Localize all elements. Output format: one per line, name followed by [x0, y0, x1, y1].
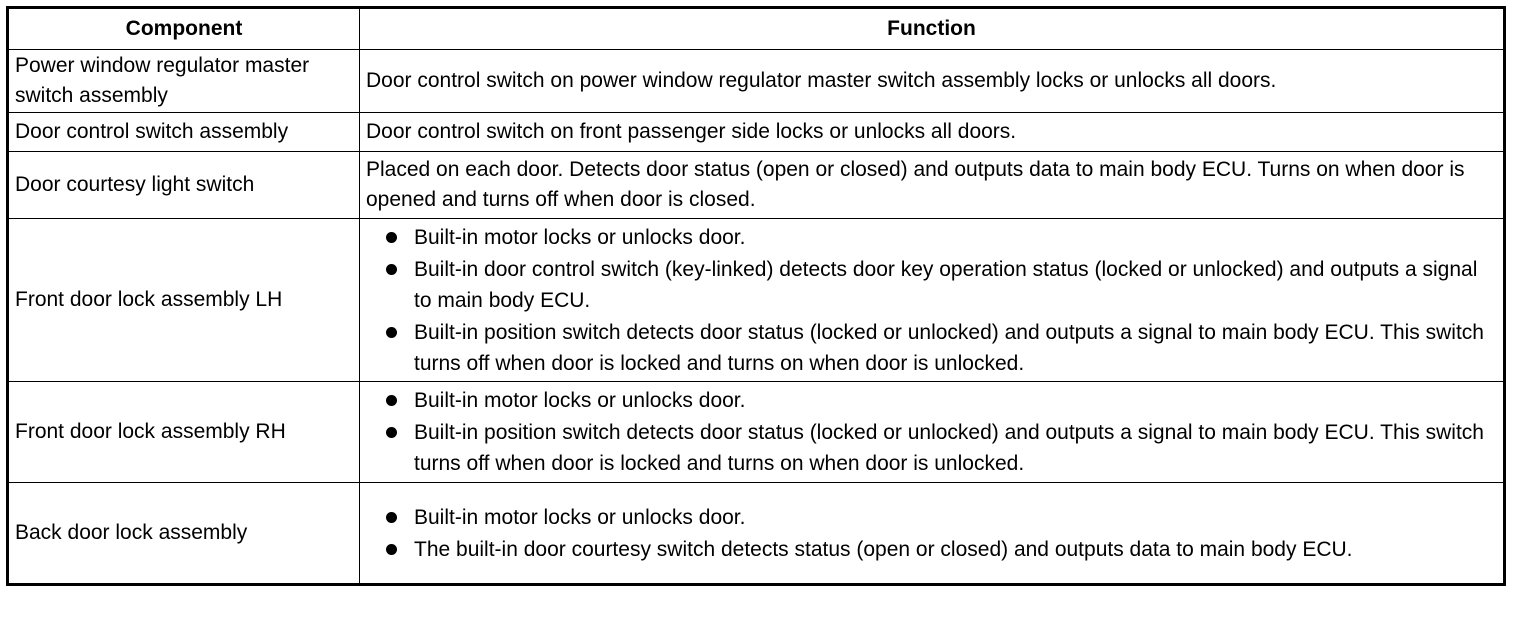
bullet-item: [366, 502, 1497, 533]
table-header-row: [8, 8, 1505, 50]
component-cell: Front door lock assembly LH: [8, 219, 360, 382]
table-row: [8, 382, 1505, 483]
bullet-icon: [386, 232, 397, 243]
bullet-text: Built-in motor locks or unlocks door.: [414, 389, 746, 412]
bullet-icon: [386, 264, 397, 275]
bullet-text: The built-in door courtesy switch detects status (open or closed) and outputs data to main body ECU.: [414, 537, 1353, 561]
bullet-text: Built-in motor locks or unlocks door.: [414, 225, 746, 249]
function-bullet-list: [366, 385, 1497, 479]
component-cell: Door courtesy light switch: [8, 152, 360, 219]
component-cell: Back door lock assembly: [8, 483, 360, 585]
function-cell: [360, 382, 1505, 483]
component-cell: Front door lock assembly RH: [8, 382, 360, 483]
bullet-item: [366, 385, 1497, 416]
bullet-text: Built-in door control switch (key-linked) detects door key operation status (locked or unlocked) and outputs a signal to main body ECU.: [414, 257, 1478, 312]
bullet-item: [366, 254, 1497, 316]
function-cell: Placed on each door. Detects door status (open or closed) and outputs data to main body ECU. Turns on when door is opened and turns off when door is closed.: [360, 152, 1505, 219]
table-row: [8, 113, 1505, 152]
function-column-header: Function: [360, 8, 1505, 50]
bullet-icon: [386, 395, 397, 406]
table-row: [8, 152, 1505, 219]
bullet-item: [366, 317, 1497, 379]
component-cell: Power window regulator master switch assembly: [8, 50, 360, 113]
function-bullet-list: [366, 502, 1497, 565]
function-cell: Door control switch on power window regulator master switch assembly locks or unlocks all doors.: [360, 50, 1505, 113]
component-cell: Door control switch assembly: [8, 113, 360, 152]
component-column-header: Component: [8, 8, 360, 50]
bullet-icon: [386, 544, 397, 555]
bullet-icon: [386, 512, 397, 523]
bullet-icon: [386, 427, 397, 438]
bullet-text: Built-in position switch detects door status (locked or unlocked) and outputs a signal to main body ECU. This switch turns off when door is locked and turns on when door is unlocked.: [414, 320, 1484, 375]
function-cell: Door control switch on front passenger side locks or unlocks all doors.: [360, 113, 1505, 152]
bullet-item: [366, 534, 1497, 565]
table-row: [8, 50, 1505, 113]
bullet-item: [366, 222, 1497, 253]
function-bullet-list: [366, 222, 1497, 379]
function-cell: [360, 219, 1505, 382]
bullet-text: Built-in motor locks or unlocks door.: [414, 505, 746, 529]
bullet-icon: [386, 327, 397, 338]
bullet-item: [366, 417, 1497, 479]
component-function-table: [6, 6, 1506, 586]
bullet-text: Built-in position switch detects door status (locked or unlocked) and outputs a signal to main body ECU. This switch turns off when door is locked and turns on when door is unlocked.: [414, 421, 1484, 475]
function-cell: [360, 483, 1505, 585]
table-row: [8, 219, 1505, 382]
table-row: [8, 483, 1505, 585]
